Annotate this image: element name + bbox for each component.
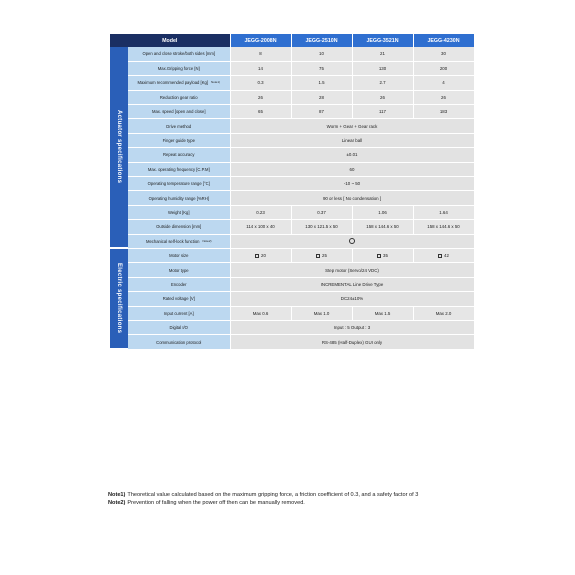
row-label-text: Outside dimension [mm] bbox=[156, 224, 202, 230]
row-label-text: Input current [A] bbox=[163, 310, 194, 316]
group-label-text: Electric specifications bbox=[116, 262, 122, 333]
value-text: 30 bbox=[441, 51, 446, 57]
value-text: Input : 5 Output : 3 bbox=[333, 325, 371, 331]
row-label bbox=[128, 306, 230, 320]
footnote-key: Note2) bbox=[108, 500, 126, 506]
value-cell bbox=[352, 105, 413, 119]
row-label-text: Maximum recommended payload [Kg] bbox=[137, 80, 208, 86]
spanning-value-cell bbox=[230, 177, 474, 191]
row-label bbox=[128, 263, 230, 277]
value-text: 14 bbox=[258, 66, 263, 72]
value-text: INCREMENTAL Line Drive Type bbox=[320, 281, 384, 287]
value-cell bbox=[230, 61, 291, 75]
value-text: 90 or less [ No condensation ] bbox=[322, 195, 382, 201]
circle-icon bbox=[349, 238, 355, 244]
value-text: 26 bbox=[258, 94, 263, 100]
row-label-text: Mechanical self-lock function bbox=[145, 238, 200, 244]
value-text: 130 x 121.5 x 50 bbox=[305, 224, 338, 230]
table-row bbox=[110, 76, 474, 90]
value-text: 130 bbox=[378, 66, 387, 72]
electric-group-label bbox=[110, 248, 128, 349]
row-label-text: Encoder bbox=[170, 281, 187, 287]
row-label-text: Max. operating frequency [C.P.M] bbox=[147, 166, 210, 172]
value-text: 158 x 144.6 x 50 bbox=[366, 224, 399, 230]
value-text: 75 bbox=[319, 66, 324, 72]
value-cell bbox=[230, 76, 291, 90]
footnote bbox=[108, 491, 528, 499]
value-text: 114 x 100 x 40 bbox=[246, 224, 275, 230]
value-text: 21 bbox=[380, 51, 385, 57]
row-label bbox=[128, 234, 230, 248]
note-marker: Note2) bbox=[202, 238, 212, 243]
spanning-value-cell bbox=[230, 148, 474, 162]
row-label-text: Digital I/O bbox=[169, 325, 188, 331]
row-label bbox=[128, 320, 230, 334]
row-label bbox=[128, 133, 230, 147]
value-text: 2.7 bbox=[379, 80, 386, 86]
actuator-group-label bbox=[110, 47, 128, 248]
table-row bbox=[110, 277, 474, 291]
row-label-text: Reduction gear ratio bbox=[159, 94, 198, 100]
table-row bbox=[110, 133, 474, 147]
value-text: Step motor (Servo/24 VDC) bbox=[325, 267, 379, 273]
table-row bbox=[110, 234, 474, 248]
model-header: Model bbox=[110, 34, 230, 47]
spec-table bbox=[110, 34, 475, 350]
row-label bbox=[128, 277, 230, 291]
model-column-header: JEGG-2008N bbox=[230, 34, 291, 47]
square-icon bbox=[316, 254, 320, 258]
value-cell bbox=[291, 205, 352, 219]
footnote-text: Prevention of falling when the power off then can be manually removed. bbox=[127, 500, 305, 506]
row-label bbox=[128, 177, 230, 191]
value-cell bbox=[413, 220, 474, 234]
table-row bbox=[110, 105, 474, 119]
value-text: 1.5 bbox=[318, 80, 325, 86]
value-cell bbox=[230, 248, 291, 262]
value-cell bbox=[352, 76, 413, 90]
value-cell bbox=[352, 47, 413, 61]
table-row bbox=[110, 177, 474, 191]
value-cell bbox=[413, 205, 474, 219]
row-label-text: Open and close stroke/both sides [mm] bbox=[142, 51, 216, 57]
value-cell bbox=[291, 105, 352, 119]
value-text: 60 bbox=[349, 166, 355, 172]
spanning-value-cell bbox=[230, 234, 474, 248]
table-row bbox=[110, 220, 474, 234]
value-cell bbox=[352, 61, 413, 75]
value-cell bbox=[230, 47, 291, 61]
value-text: 42 bbox=[444, 253, 449, 259]
table-row bbox=[110, 119, 474, 133]
square-icon bbox=[377, 254, 381, 258]
value-cell bbox=[291, 76, 352, 90]
value-text: ±0.01 bbox=[346, 152, 358, 158]
value-cell bbox=[291, 220, 352, 234]
table-row bbox=[110, 148, 474, 162]
row-label bbox=[128, 191, 230, 205]
row-label bbox=[128, 205, 230, 219]
row-label bbox=[128, 162, 230, 176]
value-text: 117 bbox=[379, 109, 386, 115]
value-cell bbox=[291, 61, 352, 75]
value-cell bbox=[352, 248, 413, 262]
value-text: Worm + Gear + Gear rack bbox=[326, 123, 378, 129]
table-row bbox=[110, 248, 474, 262]
value-cell bbox=[413, 248, 474, 262]
row-label bbox=[128, 119, 230, 133]
value-text: 87 bbox=[319, 109, 324, 115]
row-label bbox=[128, 76, 230, 90]
value-text: Max 2.0 bbox=[435, 310, 452, 316]
value-text: DC24±10% bbox=[340, 296, 364, 302]
table-row bbox=[110, 61, 474, 75]
value-cell bbox=[291, 248, 352, 262]
value-cell bbox=[291, 306, 352, 320]
value-text: 28 bbox=[319, 94, 324, 100]
value-text: 26 bbox=[441, 94, 446, 100]
row-label-text: Motor size bbox=[169, 253, 189, 259]
group-label-text: Actuator specifications bbox=[116, 109, 122, 183]
value-text: 4 bbox=[442, 80, 445, 86]
value-text: 10 bbox=[319, 51, 324, 57]
row-label-text: Drive method bbox=[166, 123, 192, 129]
table-row bbox=[110, 335, 474, 349]
value-text: 1.06 bbox=[378, 209, 387, 215]
value-cell bbox=[291, 90, 352, 104]
table-row bbox=[110, 263, 474, 277]
square-icon bbox=[255, 254, 259, 258]
value-cell bbox=[230, 306, 291, 320]
row-label-text: Operating temperature range [°C] bbox=[147, 181, 210, 187]
row-label-text: Max. speed [open and close] bbox=[151, 109, 206, 115]
value-text: 1.64 bbox=[439, 209, 448, 215]
spec-body bbox=[110, 47, 474, 349]
row-label-text: Communication protocol bbox=[156, 339, 202, 345]
value-cell bbox=[413, 76, 474, 90]
value-text: Max 0.6 bbox=[252, 310, 269, 316]
value-cell bbox=[413, 61, 474, 75]
value-cell bbox=[230, 220, 291, 234]
value-text: Max 1.0 bbox=[313, 310, 330, 316]
spanning-value-cell bbox=[230, 191, 474, 205]
value-cell bbox=[413, 90, 474, 104]
spanning-value-cell bbox=[230, 320, 474, 334]
footnote bbox=[108, 499, 528, 507]
spanning-value-cell bbox=[230, 292, 474, 306]
value-cell bbox=[352, 220, 413, 234]
value-text: 0.3 bbox=[257, 80, 264, 86]
spanning-value-cell bbox=[230, 335, 474, 349]
row-label-text: Operating humidity range [%RH] bbox=[148, 195, 209, 201]
note-marker: Note1) bbox=[211, 80, 221, 85]
value-cell bbox=[230, 90, 291, 104]
model-column-header: JEGG-2510N bbox=[291, 34, 352, 47]
value-text: 26 bbox=[380, 94, 385, 100]
table-row bbox=[110, 191, 474, 205]
spanning-value-cell bbox=[230, 119, 474, 133]
value-cell bbox=[413, 306, 474, 320]
row-label-text: Motor type bbox=[168, 267, 189, 273]
table-row bbox=[110, 90, 474, 104]
table-row bbox=[110, 47, 474, 61]
row-label-text: Finger guide type bbox=[162, 138, 195, 144]
footnote-key: Note1) bbox=[108, 492, 126, 498]
table-row bbox=[110, 162, 474, 176]
row-label bbox=[128, 90, 230, 104]
header-row bbox=[110, 34, 474, 47]
row-label-text: Max.Gripping force [N] bbox=[157, 66, 200, 72]
row-label-text: Repeat accuracy bbox=[163, 152, 195, 158]
square-icon bbox=[438, 254, 442, 258]
row-label bbox=[128, 148, 230, 162]
table-row bbox=[110, 320, 474, 334]
value-text: 25 bbox=[322, 253, 327, 259]
footnotes bbox=[108, 491, 528, 507]
spanning-value-cell bbox=[230, 133, 474, 147]
table-row bbox=[110, 292, 474, 306]
spanning-value-cell bbox=[230, 263, 474, 277]
value-cell bbox=[352, 306, 413, 320]
row-label-text: Rated voltage [V] bbox=[162, 296, 195, 302]
value-text: 183 bbox=[439, 109, 448, 115]
value-text: 20 bbox=[261, 253, 266, 259]
value-text: 200 bbox=[439, 66, 448, 72]
row-label bbox=[128, 220, 230, 234]
row-label bbox=[128, 248, 230, 262]
value-text: 8 bbox=[259, 51, 262, 57]
row-label bbox=[128, 335, 230, 349]
value-text: 35 bbox=[383, 253, 388, 259]
value-text: 65 bbox=[258, 109, 263, 115]
value-cell bbox=[413, 47, 474, 61]
value-cell bbox=[291, 47, 352, 61]
value-text: Max 1.5 bbox=[374, 310, 391, 316]
spanning-value-cell bbox=[230, 277, 474, 291]
row-label bbox=[128, 61, 230, 75]
value-cell bbox=[352, 90, 413, 104]
row-label-text: Weight [Kg] bbox=[167, 209, 190, 215]
value-text: RS-485 (Half-Duplex) GUI only bbox=[321, 339, 383, 345]
row-label bbox=[128, 47, 230, 61]
value-text: -10 ~ 50 bbox=[343, 181, 361, 187]
value-cell bbox=[230, 105, 291, 119]
value-cell bbox=[352, 205, 413, 219]
row-label bbox=[128, 292, 230, 306]
table-row bbox=[110, 205, 474, 219]
value-cell bbox=[230, 205, 291, 219]
value-text: Linear ball bbox=[341, 138, 363, 144]
value-text: 0.23 bbox=[256, 209, 265, 215]
model-column-header: JEGG-3521N bbox=[352, 34, 413, 47]
value-text: 158 x 144.6 x 50 bbox=[427, 224, 460, 230]
value-text: 0.37 bbox=[317, 209, 326, 215]
table-row bbox=[110, 306, 474, 320]
model-column-header: JEGG-4230N bbox=[413, 34, 474, 47]
value-cell bbox=[413, 105, 474, 119]
spanning-value-cell bbox=[230, 162, 474, 176]
footnote-text: Theoretical value calculated based on the maximum gripping force, a friction coefficient of 0.3, and a safety factor of 3 bbox=[127, 492, 419, 498]
row-label bbox=[128, 105, 230, 119]
